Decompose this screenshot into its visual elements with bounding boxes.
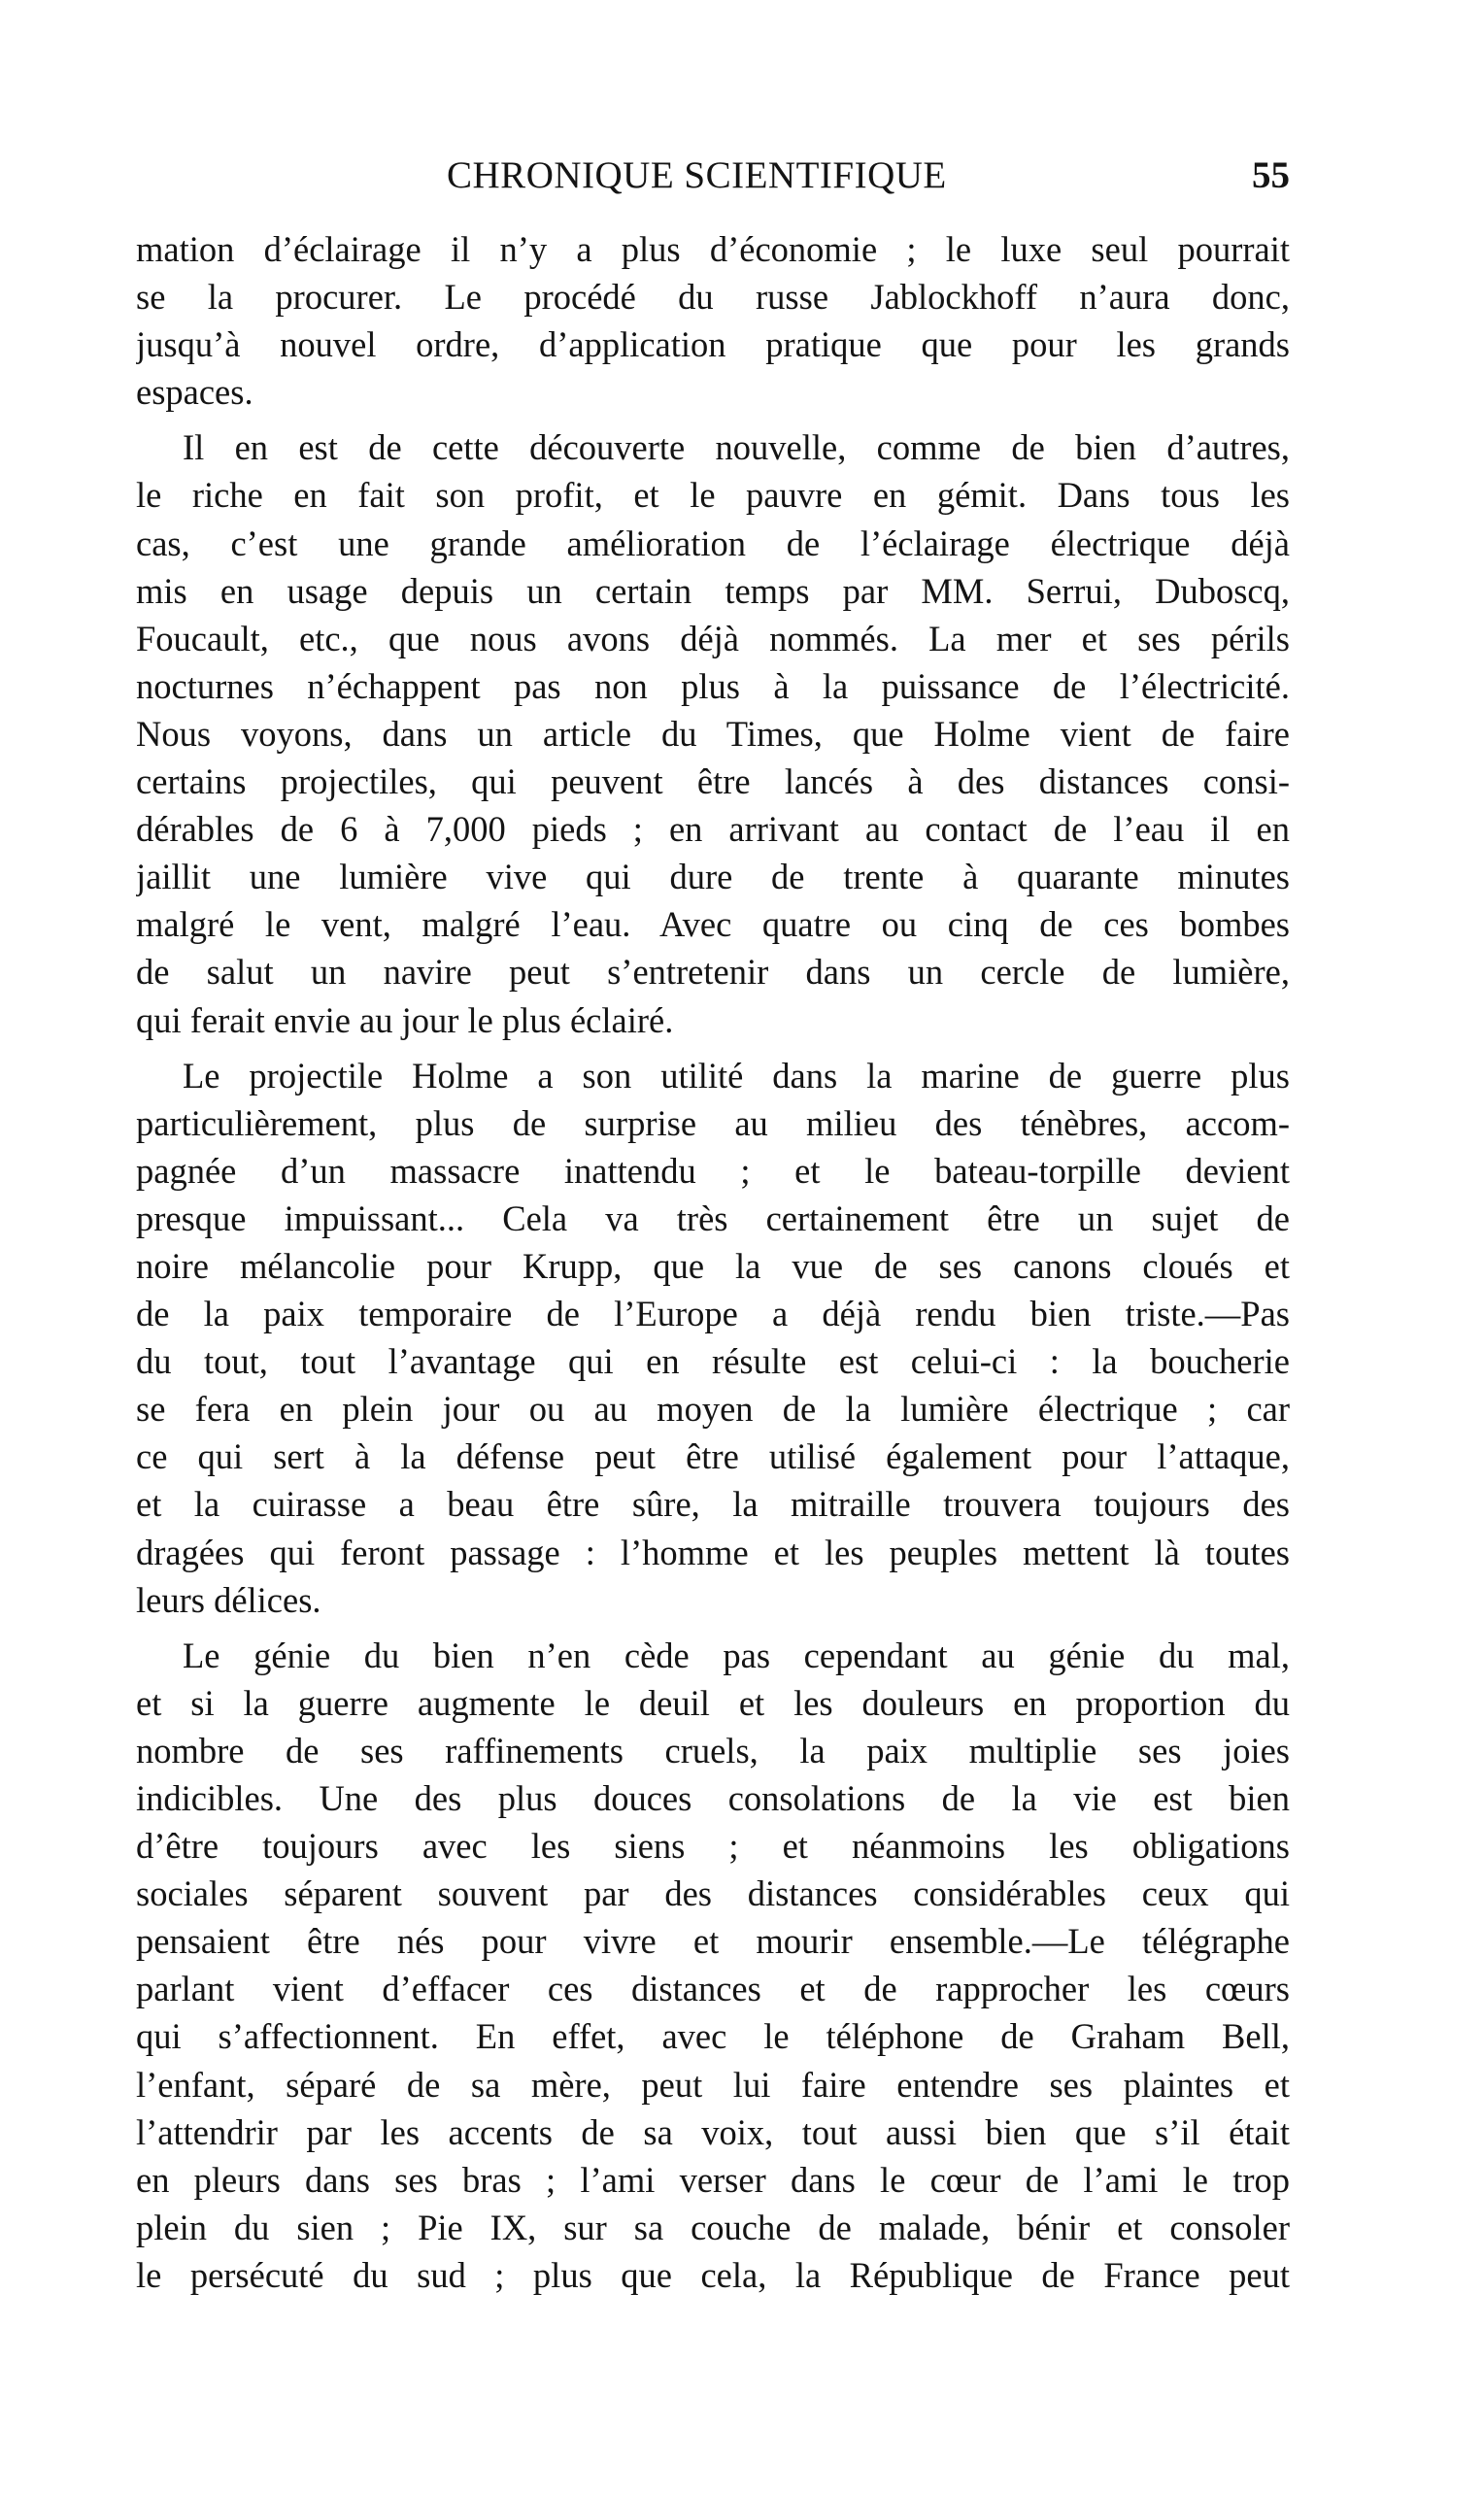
text-line: le riche en fait son profit, et le pauvre en gémit. Dans tous les bbox=[136, 475, 1290, 516]
text-line: du tout, tout l’avantage qui en résulte est celui-ci : la boucherie bbox=[136, 1341, 1290, 1382]
body-text bbox=[136, 225, 1290, 2299]
text-line: certains projectiles, qui peuvent être lancés à des distances consi- bbox=[136, 761, 1290, 802]
text-line: pagnée d’un massacre inattendu ; et le bateau-torpille devient bbox=[136, 1150, 1290, 1191]
text-line: Le génie du bien n’en cède pas cependant au génie du mal, bbox=[183, 1635, 1290, 1675]
text-line: sociales séparent souvent par des distances considérables ceux qui bbox=[136, 1873, 1290, 1914]
text-line: jusqu’à nouvel ordre, d’application pratique que pour les grands bbox=[136, 324, 1290, 365]
page-number: 55 bbox=[1252, 154, 1290, 196]
text-line: Foucault, etc., que nous avons déjà nommés. La mer et ses périls bbox=[136, 618, 1290, 658]
text-line: mation d’éclairage il n’y a plus d’économie ; le luxe seul pourrait bbox=[136, 229, 1290, 269]
text-line: le persécuté du sud ; plus que cela, la République de France peut bbox=[136, 2254, 1290, 2295]
text-line: en pleurs dans ses bras ; l’ami verser dans le cœur de l’ami le trop bbox=[136, 2159, 1290, 2200]
text-line: presque impuissant... Cela va très certainement être un sujet de bbox=[136, 1197, 1290, 1238]
text-line: de la paix temporaire de l’Europe a déjà rendu bien triste.—Pas bbox=[136, 1294, 1290, 1334]
text-line: se la procurer. Le procédé du russe Jablockhoff n’aura donc, bbox=[136, 277, 1290, 318]
text-line: plein du sien ; Pie IX, sur sa couche de malade, bénir et consoler bbox=[136, 2207, 1290, 2247]
text-line: pensaient être nés pour vivre et mourir ensemble.—Le télégraphe bbox=[136, 1921, 1290, 1962]
paragraph-2 bbox=[136, 423, 1290, 1043]
text-line: Nous voyons, dans un article du Times, que Holme vient de faire bbox=[136, 713, 1290, 754]
text-line: leurs délices. bbox=[136, 1579, 321, 1620]
text-line: qui ferait envie au jour le plus éclairé. bbox=[136, 999, 674, 1040]
paragraph-1 bbox=[136, 225, 1290, 416]
text-line: Il en est de cette découverte nouvelle, comme de bien d’autres, bbox=[183, 427, 1290, 468]
text-line: et la cuirasse a beau être sûre, la mitraille trouvera toujours des bbox=[136, 1484, 1290, 1525]
running-title: CHRONIQUE SCIENTIFIQUE bbox=[447, 154, 947, 196]
text-line: et si la guerre augmente le deuil et les douleurs en proportion du bbox=[136, 1682, 1290, 1723]
text-line: Le projectile Holme a son utilité dans la marine de guerre plus bbox=[183, 1055, 1290, 1096]
text-line: nocturnes n’échappent pas non plus à la puissance de l’électricité. bbox=[136, 665, 1290, 706]
text-line: de salut un navire peut s’entretenir dans un cercle de lumière, bbox=[136, 952, 1290, 993]
text-line: parlant vient d’effacer ces distances et de rapprocher les cœurs bbox=[136, 1969, 1290, 2009]
paragraph-3 bbox=[136, 1052, 1290, 1624]
text-line: dragées qui feront passage : l’homme et les peuples mettent là toutes bbox=[136, 1532, 1290, 1572]
paragraph-4 bbox=[136, 1632, 1290, 2299]
text-line: cas, c’est une grande amélioration de l’éclairage électrique déjà bbox=[136, 523, 1290, 563]
text-line: dérables de 6 à 7,000 pieds ; en arrivant au contact de l’eau il en bbox=[136, 809, 1290, 850]
text-line: jaillit une lumière vive qui dure de trente à quarante minutes bbox=[136, 857, 1290, 897]
text-line: nombre de ses raffinements cruels, la paix multiplie ses joies bbox=[136, 1730, 1290, 1771]
text-line: l’attendrir par les accents de sa voix, tout aussi bien que s’il était bbox=[136, 2111, 1290, 2152]
running-header bbox=[136, 153, 1290, 198]
text-line: l’enfant, séparé de sa mère, peut lui faire entendre ses plaintes et bbox=[136, 2064, 1290, 2105]
text-line: particulièrement, plus de surprise au milieu des ténèbres, accom- bbox=[136, 1102, 1290, 1143]
text-line: noire mélancolie pour Krupp, que la vue de ses canons cloués et bbox=[136, 1245, 1290, 1286]
text-line: se fera en plein jour ou au moyen de la lumière électrique ; car bbox=[136, 1389, 1290, 1430]
text-line: malgré le vent, malgré l’eau. Avec quatre ou cinq de ces bombes bbox=[136, 904, 1290, 945]
text-line: qui s’affectionnent. En effet, avec le téléphone de Graham Bell, bbox=[136, 2016, 1290, 2057]
text-line: mis en usage depuis un certain temps par MM. Serrui, Duboscq, bbox=[136, 570, 1290, 611]
text-line: d’être toujours avec les siens ; et néanmoins les obligations bbox=[136, 1826, 1290, 1867]
text-line: espaces. bbox=[136, 372, 253, 413]
text-line: indicibles. Une des plus douces consolations de la vie est bien bbox=[136, 1778, 1290, 1818]
text-line: ce qui sert à la défense peut être utilisé également pour l’attaque, bbox=[136, 1436, 1290, 1477]
